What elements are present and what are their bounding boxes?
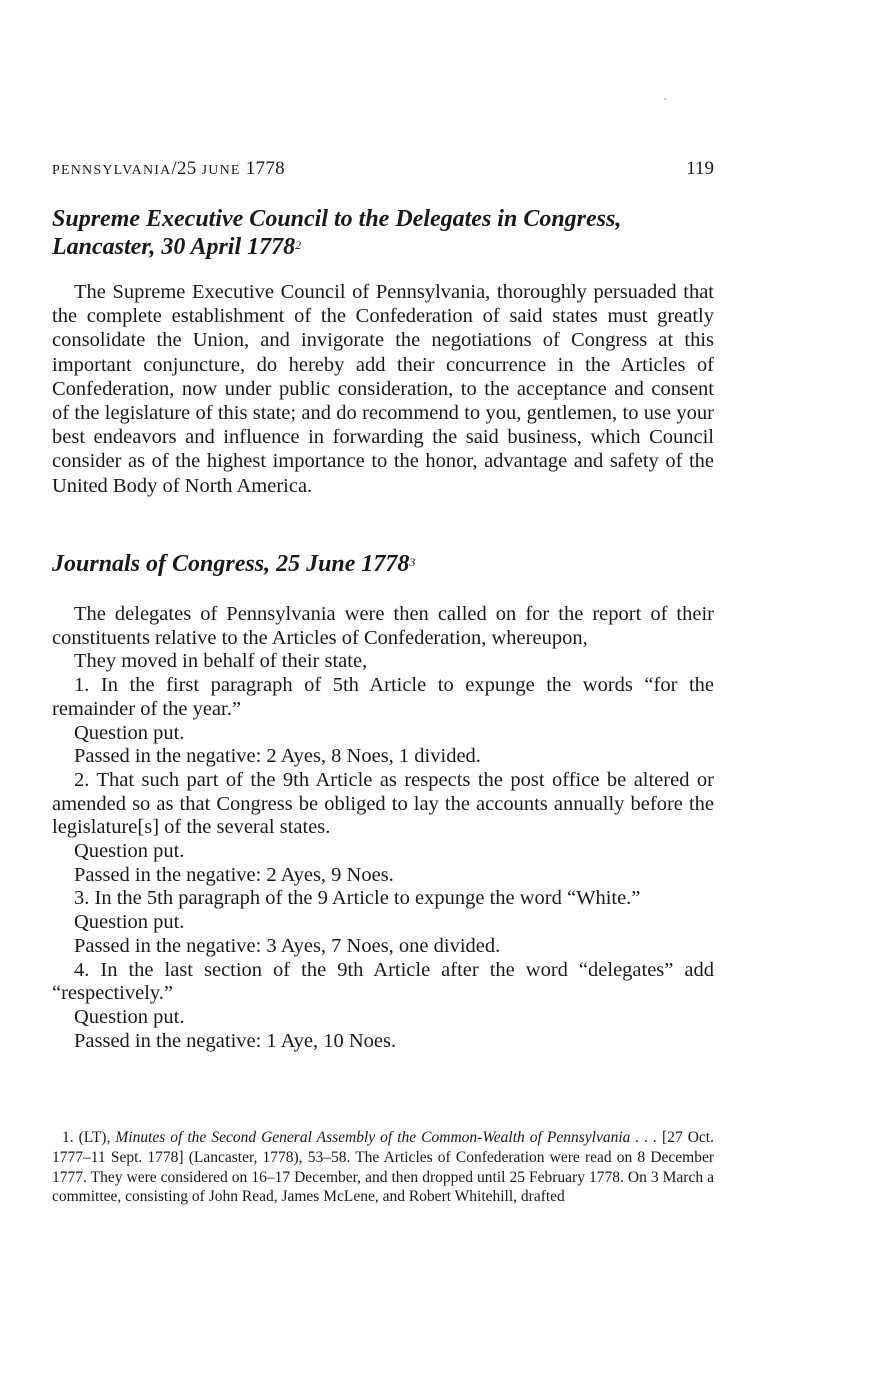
- journal-paragraph: Passed in the negative: 1 Aye, 10 Noes.: [74, 1029, 397, 1052]
- footnote-1-text: [27 Oct. 1777–11 Sept. 1778] (Lancaster, 1778), 53–58. The Articles of Confederation were read on 8 December 1777. They were considered on 16–17 December, and then dropped until 25 February 1778. On 3 March a committee, consisting of John Read, James McLene, and Robert Whitehill, drafted: [52, 1129, 714, 1206]
- running-head-year: 1778: [240, 158, 285, 179]
- page-number: 119: [686, 158, 714, 179]
- running-head-title: [52, 158, 285, 180]
- journal-paragraph: 3. In the 5th paragraph of the 9 Article to expunge the word “White.”: [74, 887, 641, 910]
- heading-line-1: Supreme Executive Council to the Delegates in Congress,: [52, 206, 622, 232]
- section-heading-journals: [52, 550, 714, 578]
- running-head: [52, 158, 714, 184]
- council-letter-body: The Supreme Executive Council of Pennsylvania, thoroughly persuaded that the complete establishment of the Confederation of said states must greatly consolidate the Union, and invigorate the negotiations of Congress at this important conjuncture, do hereby add their concurrence in the Articles of Confederation, now under public consideration, to the acceptance and consent of the legislature of this state; and do recommend to you, gentlemen, to use your best endeavors and influence in forwarding the said business, which Council consider as of the highest importance to the honor, advantage and safety of the United Body of North America.: [52, 281, 714, 497]
- journal-paragraph: Passed in the negative: 2 Ayes, 8 Noes, 1 divided.: [74, 745, 481, 768]
- journal-paragraph: 1. In the first paragraph of 5th Article to expunge the words “for the remainder of the year.”: [52, 674, 714, 720]
- footnote-1: [52, 1128, 714, 1207]
- section-heading-council: [52, 205, 714, 261]
- journal-paragraph: Question put.: [74, 1005, 185, 1028]
- journal-paragraph: They moved in behalf of their state,: [74, 650, 368, 673]
- footnote-ref-3: 3: [409, 555, 416, 569]
- journal-paragraph: Question put.: [74, 911, 185, 934]
- journal-paragraph: Passed in the negative: 3 Ayes, 7 Noes, one divided.: [74, 934, 501, 957]
- footnote-ref-2: 2: [295, 238, 302, 252]
- running-head-state: PENNSYLVANIA: [52, 163, 172, 178]
- journals-heading-text: Journals of Congress, 25 June 1778: [52, 551, 410, 577]
- journal-paragraph: 2. That such part of the 9th Article as respects the post office be altered or amended so as that Congress be obliged to lay the accounts annually before the legislature[s] of the several states.: [52, 768, 714, 839]
- running-head-day: /25: [171, 158, 202, 179]
- journal-paragraph: 4. In the last section of the 9th Article after the word “delegates” add “respectively.”: [52, 958, 714, 1005]
- journal-paragraph: Question put.: [74, 840, 185, 863]
- heading-line-2: Lancaster, 30 April 1778: [52, 234, 296, 260]
- running-head-month: JUNE: [201, 163, 241, 178]
- journal-entries: [52, 603, 714, 1053]
- paper-speck: [664, 98, 666, 100]
- footnote-1-lead: 1. (LT),: [62, 1129, 116, 1146]
- journal-paragraph: Passed in the negative: 2 Ayes, 9 Noes.: [74, 863, 394, 886]
- footnote-1-title: Minutes of the Second General Assembly of the Common-Wealth of Pennsylvania . . .: [115, 1129, 658, 1146]
- journal-paragraph: Question put.: [74, 721, 185, 744]
- journal-paragraph: The delegates of Pennsylvania were then called on for the report of their constituents relative to the Articles of Confederation, whereupon,: [52, 603, 714, 649]
- footnotes: [52, 1128, 714, 1207]
